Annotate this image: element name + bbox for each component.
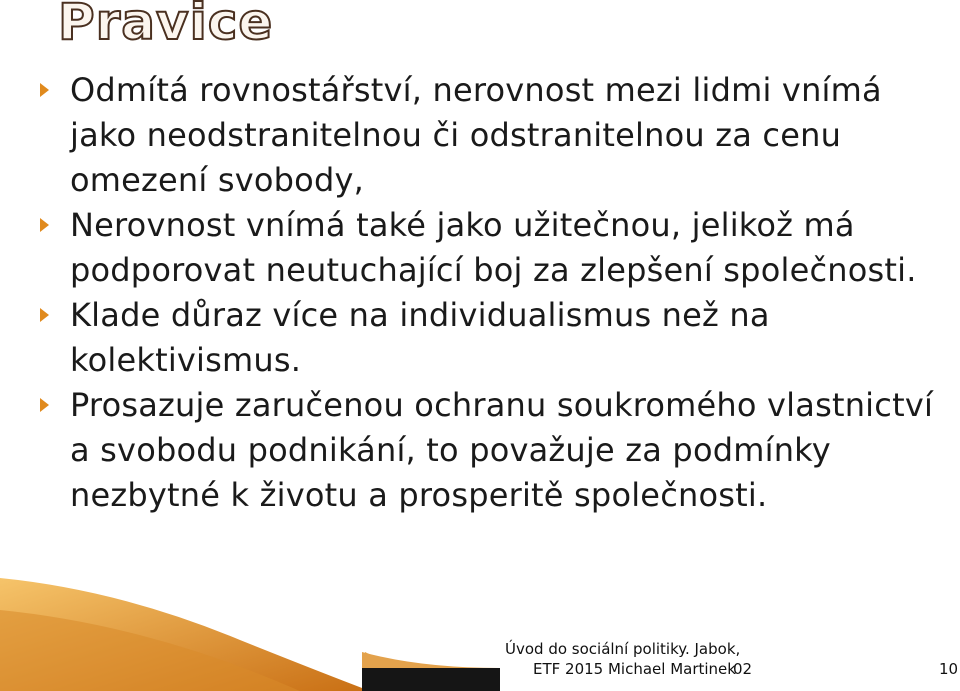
footer-author: ETF 2015 Michael Martinek xyxy=(533,660,736,678)
page-number: 10 xyxy=(939,660,959,678)
list-item xyxy=(38,203,938,293)
triangle-bullet-icon xyxy=(40,398,49,412)
bullet-text: Klade důraz více na individualismus než na kolektivismus. xyxy=(70,296,770,379)
list-item xyxy=(38,383,938,518)
bullet-text: Prosazuje zaručenou ochranu soukromého vlastnictví a svobodu podnikání, to považuje za podmínky nezbytné k životu a prosperitě společnosti. xyxy=(70,386,934,514)
triangle-bullet-icon xyxy=(40,83,49,97)
footer-info xyxy=(505,639,740,679)
bullet-text: Odmítá rovnostářství, nerovnost mezi lidmi vnímá jako neodstranitelnou či odstranitelnou za cenu omezení svobody, xyxy=(70,71,882,199)
slide-title: Pravice xyxy=(58,0,274,51)
list-item xyxy=(38,68,938,203)
footer-code: 02 xyxy=(733,660,753,678)
bullet-text: Nerovnost vnímá také jako užitečnou, jelikož má podporovat neutuchající boj za zlepšení společnosti. xyxy=(70,206,917,289)
bullet-list xyxy=(38,68,938,518)
footer-course: Úvod do sociální politiky. Jabok, xyxy=(505,640,741,658)
triangle-bullet-icon xyxy=(40,308,49,322)
triangle-bullet-icon xyxy=(40,218,49,232)
list-item xyxy=(38,293,938,383)
